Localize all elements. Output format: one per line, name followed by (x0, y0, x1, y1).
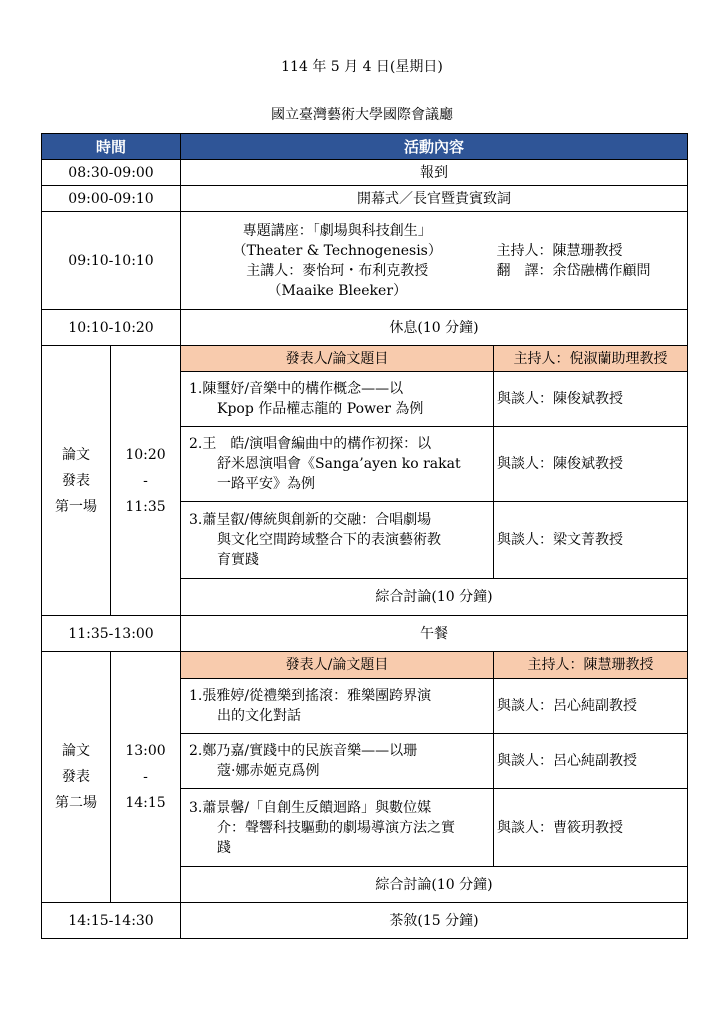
keynote-title: 專題講座：「劇場與科技創生」 (242, 222, 432, 239)
paper-title (181, 679, 494, 734)
session1-time-sep: - (143, 472, 148, 489)
keynote-title-en: （Theater & Technogenesis） (232, 242, 442, 259)
activity-cell: 午餐 (181, 616, 688, 652)
time-cell: 11:35-13:00 (42, 616, 181, 652)
activity-cell: 報到 (181, 160, 688, 186)
column-header-activity: 活動內容 (181, 134, 688, 160)
activity-cell: 休息(10 分鐘) (181, 310, 688, 346)
session1-host: 主持人：倪淑蘭助理教授 (494, 346, 688, 372)
event-date: 114 年 5 月 4 日(星期日) (281, 59, 443, 75)
session1-time-end: 11:35 (125, 498, 166, 515)
time-cell: 14:15-14:30 (42, 903, 181, 939)
keynote-speaker: 主講人：麥怡珂・布利克教授 (246, 262, 429, 279)
paper-discussant: 與談人：梁文菁教授 (494, 502, 688, 579)
session2-host: 主持人：陳慧珊教授 (494, 652, 688, 679)
table-row (42, 616, 688, 652)
session2-name-line: 發表 (62, 769, 90, 785)
session1-topic-header: 發表人/論文題目 (181, 346, 494, 372)
activity-cell: 茶敘(15 分鐘) (181, 903, 688, 939)
table-row (42, 186, 688, 212)
session2-time (111, 652, 181, 903)
paper-title-line: 介：聲響科技驅動的劇場導演方法之實 (217, 819, 456, 836)
paper-title (181, 372, 494, 427)
paper-discussant: 與談人：呂心純副教授 (494, 734, 688, 789)
paper-discussant: 與談人：曹筱玥教授 (494, 789, 688, 867)
paper-title-line: 舒米恩演唱會《Sanga’ayen ko rakat (217, 456, 461, 472)
paper-discussant: 與談人：呂心純副教授 (494, 679, 688, 734)
paper-title-line: 育實踐 (217, 552, 260, 568)
table-row (42, 903, 688, 939)
paper-title-line: 2.鄭乃嘉/實踐中的民族音樂——以珊 (189, 743, 418, 759)
paper-title-line: Kpop 作品權志龍的 Power 為例 (217, 401, 424, 417)
session1-name (42, 346, 111, 616)
keynote-row (42, 212, 688, 310)
session1-name-line: 發表 (62, 472, 90, 489)
paper-title (181, 427, 494, 502)
paper-title-line: 3.蕭景馨/「自創生反饋迴路」與數位媒 (189, 799, 432, 816)
paper-title-line: 踐 (217, 839, 232, 856)
session1-header-row (42, 346, 688, 372)
session1-discussion: 綜合討論(10 分鐘) (181, 579, 688, 616)
session1-time-start: 10:20 (125, 446, 166, 463)
time-cell: 10:10-10:20 (42, 310, 181, 346)
time-cell: 08:30-09:00 (42, 160, 181, 186)
paper-title-line: 1.張雅婷/從禮樂到搖滾：雅樂團跨界演 (189, 688, 432, 704)
session2-header-row (42, 652, 688, 679)
time-cell: 09:10-10:10 (42, 212, 181, 310)
session1-time (111, 346, 181, 616)
session2-time-end: 14:15 (125, 795, 166, 811)
paper-title-line: 與文化空間跨域整合下的表演藝術教 (217, 532, 442, 548)
session2-time-start: 13:00 (125, 743, 166, 759)
activity-cell: 開幕式／長官暨貴賓致詞 (181, 186, 688, 212)
table-row (42, 160, 688, 186)
table-row (42, 310, 688, 346)
session2-topic-header: 發表人/論文題目 (181, 652, 494, 679)
paper-title-line: 蔻·娜赤姬克爲例 (217, 763, 320, 779)
paper-title (181, 789, 494, 867)
paper-title-line: 出的文化對話 (217, 708, 302, 724)
table-header-row (42, 134, 688, 160)
paper-title (181, 734, 494, 789)
time-cell: 09:00-09:10 (42, 186, 181, 212)
keynote-host-cell (494, 212, 688, 310)
keynote-host: 主持人：陳慧珊教授 (496, 242, 623, 259)
keynote-speaker-en: （Maaike Bleeker） (267, 282, 408, 299)
session1-name-line: 第一場 (55, 498, 97, 515)
session2-discussion: 綜合討論(10 分鐘) (181, 867, 688, 903)
session2-time-sep: - (143, 769, 148, 785)
schedule-table (41, 133, 688, 939)
paper-title-line: 3.蕭呈叡/傳統與創新的交融：合唱劇場 (189, 512, 432, 528)
session2-name-line: 論文 (62, 743, 90, 759)
paper-discussant: 與談人：陳俊斌教授 (494, 372, 688, 427)
session2-name-line: 第二場 (55, 795, 97, 811)
keynote-translator: 翻 譯：余岱融構作顧問 (496, 262, 651, 279)
column-header-time: 時間 (42, 134, 181, 160)
paper-title-line: 一路平安》為例 (217, 476, 316, 492)
paper-discussant: 與談人：陳俊斌教授 (494, 427, 688, 502)
paper-title-line: 2.王 皓/演唱會編曲中的構作初探：以 (189, 436, 432, 452)
session1-name-line: 論文 (62, 446, 90, 463)
event-venue: 國立臺灣藝術大學國際會議廳 (271, 107, 453, 123)
paper-title-line: 1.陳璽妤/音樂中的構作概念——以 (189, 381, 404, 397)
paper-title (181, 502, 494, 579)
session2-name (42, 652, 111, 903)
keynote-lecture-cell (181, 212, 494, 310)
